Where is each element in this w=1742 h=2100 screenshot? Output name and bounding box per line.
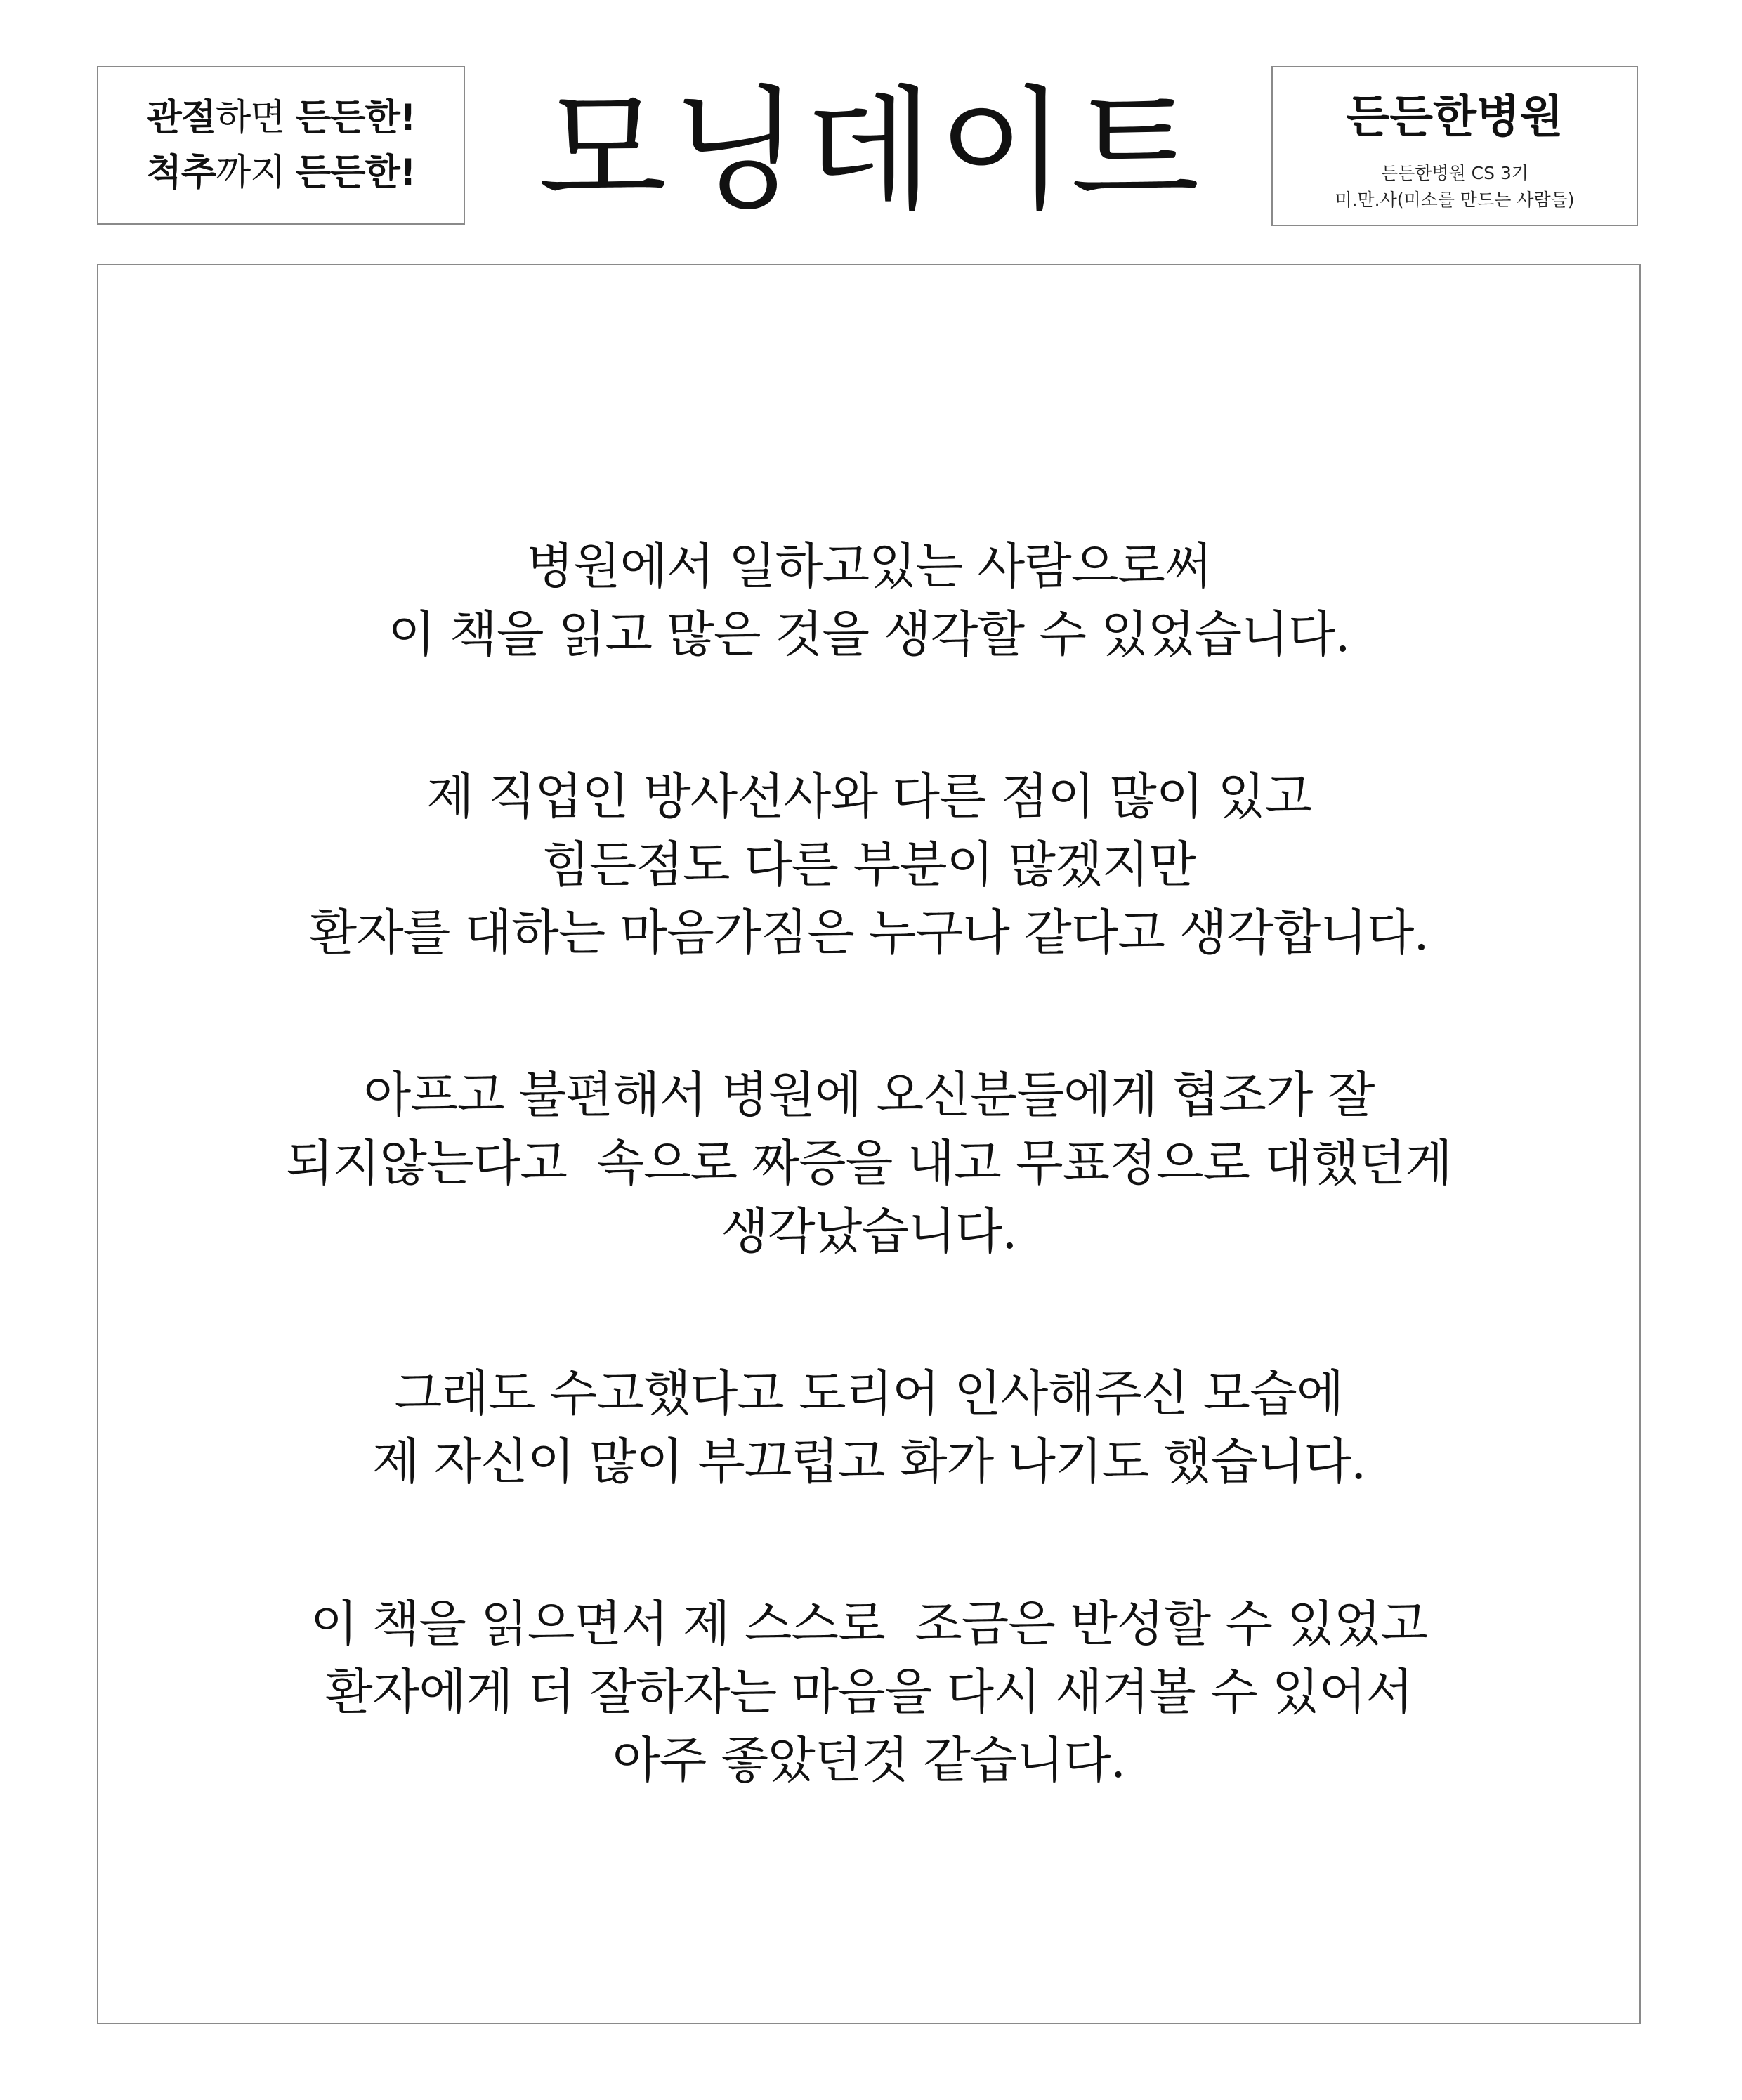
paragraph	[98, 1360, 1639, 1496]
text-line: 제 자신이 많이 부끄럽고 화가 나기도 했습니다.	[372, 1433, 1366, 1490]
slogan-emphasis: 든든한!	[296, 97, 416, 139]
text-line: 아주 좋았던것 같습니다.	[613, 1731, 1125, 1789]
text-line: 이 책을 읽고 많은 것을 생각할 수 있었습니다.	[388, 605, 1350, 663]
hospital-team: 든든한병원 CS 3기	[1380, 163, 1529, 183]
paragraph	[98, 1590, 1639, 1794]
text-line: 생각났습니다.	[721, 1202, 1017, 1260]
slogan-box	[97, 66, 465, 225]
slogan-line-1	[147, 91, 416, 145]
masthead-title: 모닝데이트	[538, 73, 1204, 228]
slogan-line-2	[147, 145, 416, 200]
text-line: 환자에게 더 잘하자는 마음을 다시 새겨볼 수 있어서	[325, 1663, 1413, 1721]
content-box	[97, 264, 1641, 2024]
paragraph	[98, 763, 1639, 967]
slogan-keyword: 척추	[146, 152, 216, 194]
text-line: 환자를 대하는 마음가짐은 누구나 같다고 생각합니다.	[309, 904, 1429, 962]
hospital-name: 든든한병원	[1346, 91, 1564, 143]
hospital-box	[1271, 66, 1638, 226]
slogan-text: 하면	[216, 97, 296, 139]
text-line: 병원에서 일하고있는 사람으로써	[526, 537, 1212, 595]
slogan-keyword: 관절	[146, 97, 216, 139]
text-line: 아프고 불편해서 병원에 오신분들에게 협조가 잘	[363, 1066, 1375, 1124]
text-line: 그래도 수고했다고 도리어 인사해주신 모습에	[394, 1365, 1344, 1422]
slogan-text: 까지	[216, 152, 296, 194]
text-line: 이 책을 읽으면서 제 스스로 조금은 반성할 수 있었고	[310, 1595, 1428, 1653]
slogan-emphasis: 든든한!	[296, 152, 416, 194]
hospital-group: 미.만.사(미소를 만드는 사람들)	[1335, 190, 1575, 210]
text-line: 제 직업인 방사선사와 다른 점이 많이 있고	[426, 768, 1312, 825]
text-line: 힘든점도 다른 부분이 많겠지만	[542, 836, 1196, 893]
body-text	[98, 532, 1639, 1794]
text-line: 되지않는다고 속으로 짜증을 내고 무표정으로 대했던게	[286, 1134, 1452, 1192]
paragraph	[98, 532, 1639, 669]
paragraph	[98, 1061, 1639, 1266]
